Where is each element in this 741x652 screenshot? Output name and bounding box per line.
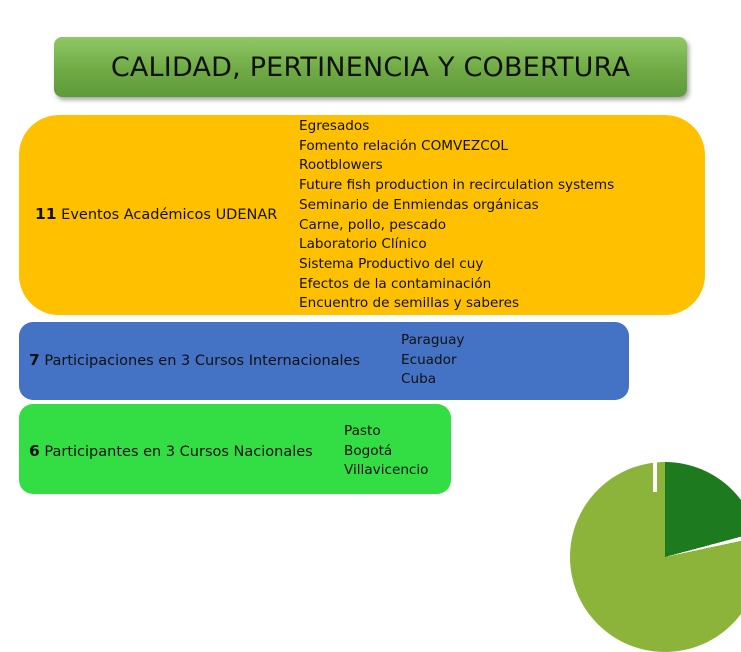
- national-label: Participantes en 3 Cursos Nacionales: [39, 444, 313, 460]
- international-count: 7: [29, 351, 40, 369]
- pie-slice-divider: [653, 462, 657, 492]
- list-item: Future fish production in recirculation systems: [299, 177, 615, 194]
- international-country-list: [401, 331, 464, 390]
- list-item: Pasto: [344, 423, 381, 439]
- list-item: Encuentro de semillas y saberes: [299, 295, 520, 312]
- page-title: CALIDAD, PERTINENCIA Y COBERTURA: [110, 51, 631, 83]
- udenar-events-box: [19, 115, 705, 315]
- list-item: Fomento relación COMVEZCOL: [299, 137, 508, 154]
- list-item: Paraguay: [401, 332, 465, 348]
- title-banner: [54, 37, 687, 97]
- international-summary: [29, 351, 360, 369]
- udenar-label: Eventos Académicos UDENAR: [56, 207, 278, 223]
- udenar-count: 11: [35, 205, 57, 223]
- list-item: Cuba: [401, 371, 437, 388]
- national-courses-box: [19, 404, 451, 494]
- list-item: Sistema Productivo del cuy: [299, 255, 484, 272]
- national-summary: [29, 442, 313, 460]
- list-item: Laboratorio Clínico: [299, 236, 427, 253]
- list-item: Ecuador: [401, 351, 457, 368]
- list-item: Egresados: [299, 118, 370, 134]
- national-city-list: [344, 422, 429, 481]
- list-item: Rootblowers: [299, 157, 383, 174]
- national-count: 6: [29, 442, 40, 460]
- udenar-event-list: [299, 117, 614, 314]
- list-item: Carne, pollo, pescado: [299, 216, 447, 233]
- udenar-summary: [35, 205, 277, 223]
- list-item: Efectos de la contaminación: [299, 275, 492, 292]
- list-item: Bogotá: [344, 442, 393, 459]
- list-item: Seminario de Enmiendas orgánicas: [299, 196, 539, 213]
- list-item: Villavicencio: [344, 462, 429, 479]
- international-courses-box: [19, 322, 629, 400]
- international-label: Participaciones en 3 Cursos Internacionales: [39, 353, 361, 369]
